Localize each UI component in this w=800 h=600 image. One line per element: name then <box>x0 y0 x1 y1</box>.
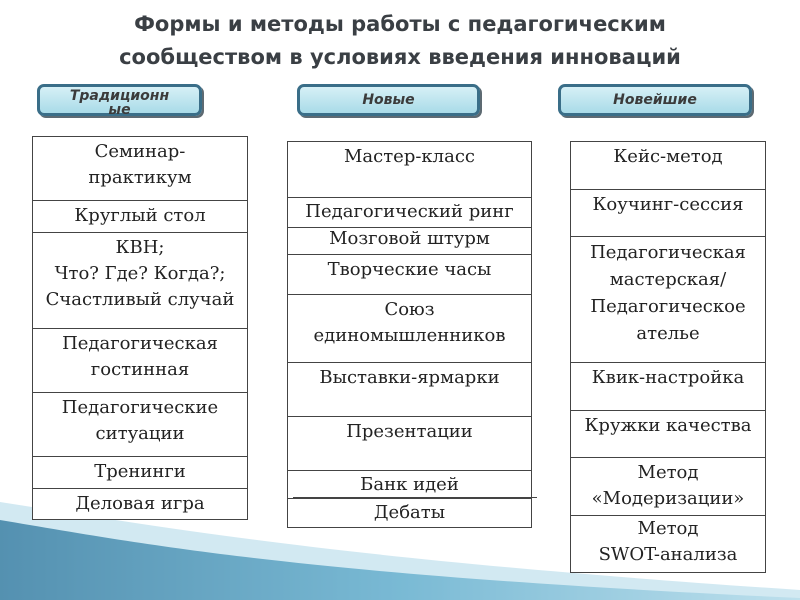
header-newest-label: Новейшие <box>613 92 697 108</box>
column-newest <box>570 141 766 573</box>
list-item: Коучинг-сессия <box>571 189 765 236</box>
list-item: Союз единомышленников <box>288 294 531 362</box>
list-item: Педагогическая мастерская/ Педагогическое ателье <box>571 236 765 362</box>
list-item: Кружки качества <box>571 410 765 457</box>
list-item: Выставки-ярмарки <box>288 362 531 416</box>
header-new <box>297 84 480 116</box>
list-item: КВН; Что? Где? Когда?; Счастливый случай <box>33 232 247 328</box>
list-item: Круглый стол <box>33 200 247 232</box>
list-item: Тренинги <box>33 456 247 488</box>
list-item: Мастер-класс <box>343 146 476 167</box>
list-item: Метод SWOT-анализа <box>571 515 765 573</box>
page-title: Формы и методы работы с педагогическим сообществом в условиях введения инноваций <box>119 12 681 69</box>
list-item: Банк идей <box>288 470 531 498</box>
list-item: Педагогическая гостинная <box>33 328 247 392</box>
list-item: Дебаты <box>288 498 531 528</box>
list-item: Педагогический ринг <box>288 197 531 227</box>
column-new <box>287 141 532 528</box>
header-new-label: Новые <box>362 92 415 108</box>
divider <box>293 497 537 498</box>
header-traditional <box>37 84 202 116</box>
list-item: Педагогические ситуации <box>33 392 247 456</box>
list-item: Кейс-метод <box>613 146 723 167</box>
list-item: Творческие часы <box>288 254 531 294</box>
header-traditional-label: Традиционные <box>69 88 170 118</box>
column-traditional <box>32 136 248 520</box>
list-item: Презентации <box>288 416 531 470</box>
list-item: Квик-настройка <box>571 362 765 410</box>
list-item: Деловая игра <box>33 488 247 520</box>
list-item: Семинар- практикум <box>88 141 192 188</box>
list-item: Мозговой штурм <box>288 227 531 254</box>
list-item: Метод «Модеризации» <box>571 457 765 515</box>
header-newest <box>558 84 752 116</box>
